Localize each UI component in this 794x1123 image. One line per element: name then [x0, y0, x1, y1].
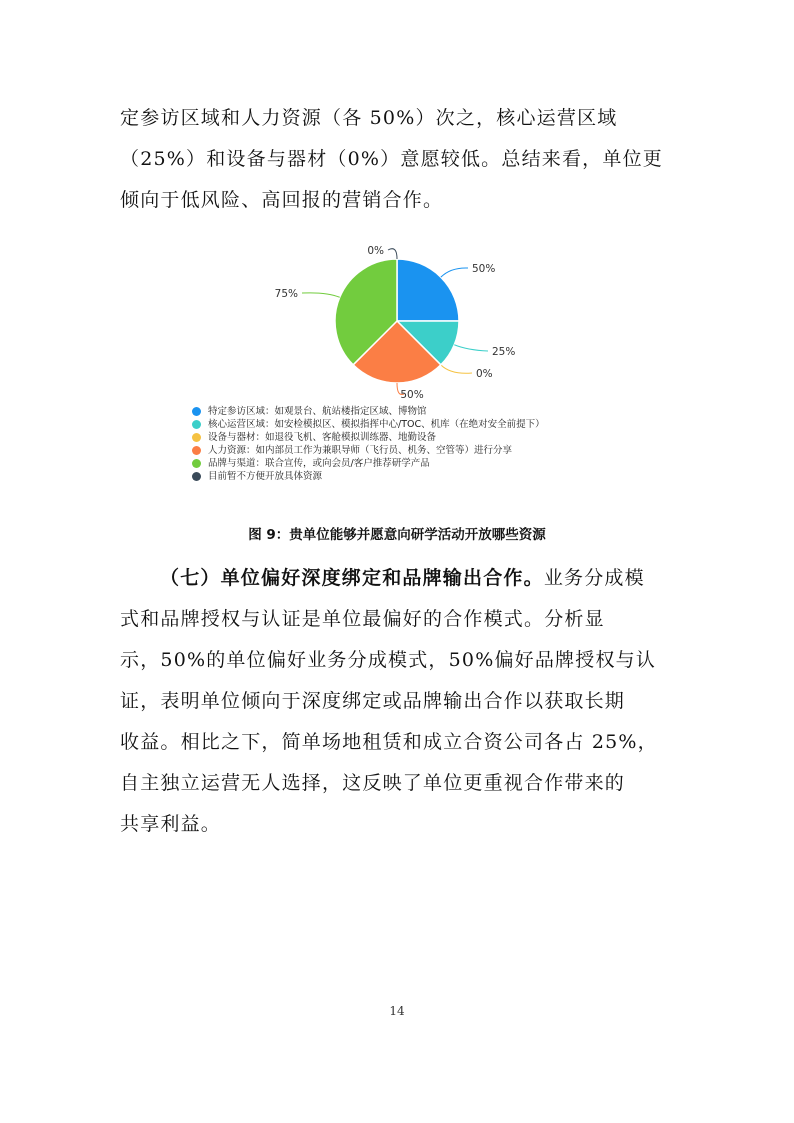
- legend-item: [192, 405, 545, 418]
- intro-line: 倾向于低风险、高回报的营销合作。: [120, 189, 444, 211]
- section-7-heading: （七）单位偏好深度绑定和品牌输出合作。: [160, 567, 544, 589]
- pie-leader-line: [388, 249, 397, 259]
- pie-data-label: 25%: [492, 346, 516, 358]
- legend-label: 人力资源：如内部员工作为兼职导师（飞行员、机务、空管等）进行分享: [208, 445, 513, 456]
- pie-data-label: 50%: [472, 263, 496, 275]
- legend-label: 目前暂不方便开放具体资源: [208, 471, 323, 482]
- pie-data-label: 0%: [476, 368, 493, 380]
- pie-leader-line: [441, 268, 468, 277]
- legend-item: [192, 457, 545, 470]
- pie-slice: [397, 259, 459, 321]
- legend-label: 核心运营区域：如安检模拟区、模拟指挥中心/TOC、机库（在绝对安全前提下）: [208, 419, 545, 430]
- legend-item: [192, 444, 545, 457]
- section-7-first-line: [120, 558, 680, 599]
- legend-swatch: [192, 459, 201, 468]
- pie-leader-line: [302, 293, 340, 297]
- legend-swatch: [192, 433, 201, 442]
- section-7-line: 证，表明单位倾向于深度绑定或品牌输出合作以获取长期: [120, 690, 626, 712]
- section-7-line: 式和品牌授权与认证是单位最偏好的合作模式。分析显: [120, 608, 605, 630]
- chart-legend: [192, 405, 545, 483]
- intro-line: （25%）和设备与器材（0%）意愿较低。总结来看，单位更: [120, 148, 663, 170]
- legend-item: [192, 418, 545, 431]
- pie-leader-line: [454, 345, 488, 351]
- legend-item: [192, 431, 545, 444]
- intro-line: 定参访区域和人力资源（各 50%）次之，核心运营区域: [120, 107, 618, 129]
- section-7-line: 自主独立运营无人选择，这反映了单位更重视合作带来的: [120, 772, 626, 794]
- legend-label: 设备与器材：如退役飞机、客舱模拟训练器、地勤设备: [208, 432, 437, 443]
- legend-swatch: [192, 407, 201, 416]
- section-7-line: 业务分成模: [543, 567, 645, 589]
- pie-leader-line: [441, 365, 472, 373]
- pie-data-label: 0%: [367, 245, 384, 257]
- legend-label: 品牌与渠道：联合宣传，或向会员/客户推荐研学产品: [208, 458, 430, 469]
- intro-paragraph: [120, 98, 680, 221]
- figure-caption: 图 9：贵单位能够并愿意向研学活动开放哪些资源: [248, 527, 546, 543]
- pie-chart-svg: [180, 235, 620, 405]
- legend-swatch: [192, 420, 201, 429]
- legend-label: 特定参访区域：如观景台、航站楼指定区域、博物馆: [208, 406, 427, 417]
- section-7-paragraph: [120, 558, 680, 845]
- page-number: 14: [389, 1004, 405, 1018]
- section-7-line: 示，50%的单位偏好业务分成模式，50%偏好品牌授权与认: [120, 649, 657, 671]
- pie-data-label: 75%: [274, 288, 298, 300]
- section-7-line: 收益。相比之下，简单场地租赁和成立合资公司各占 25%，: [120, 731, 658, 753]
- pie-data-label: 50%: [400, 389, 424, 401]
- section-7-line: 共享利益。: [120, 813, 222, 835]
- legend-item: [192, 470, 545, 483]
- legend-swatch: [192, 446, 201, 455]
- legend-swatch: [192, 472, 201, 481]
